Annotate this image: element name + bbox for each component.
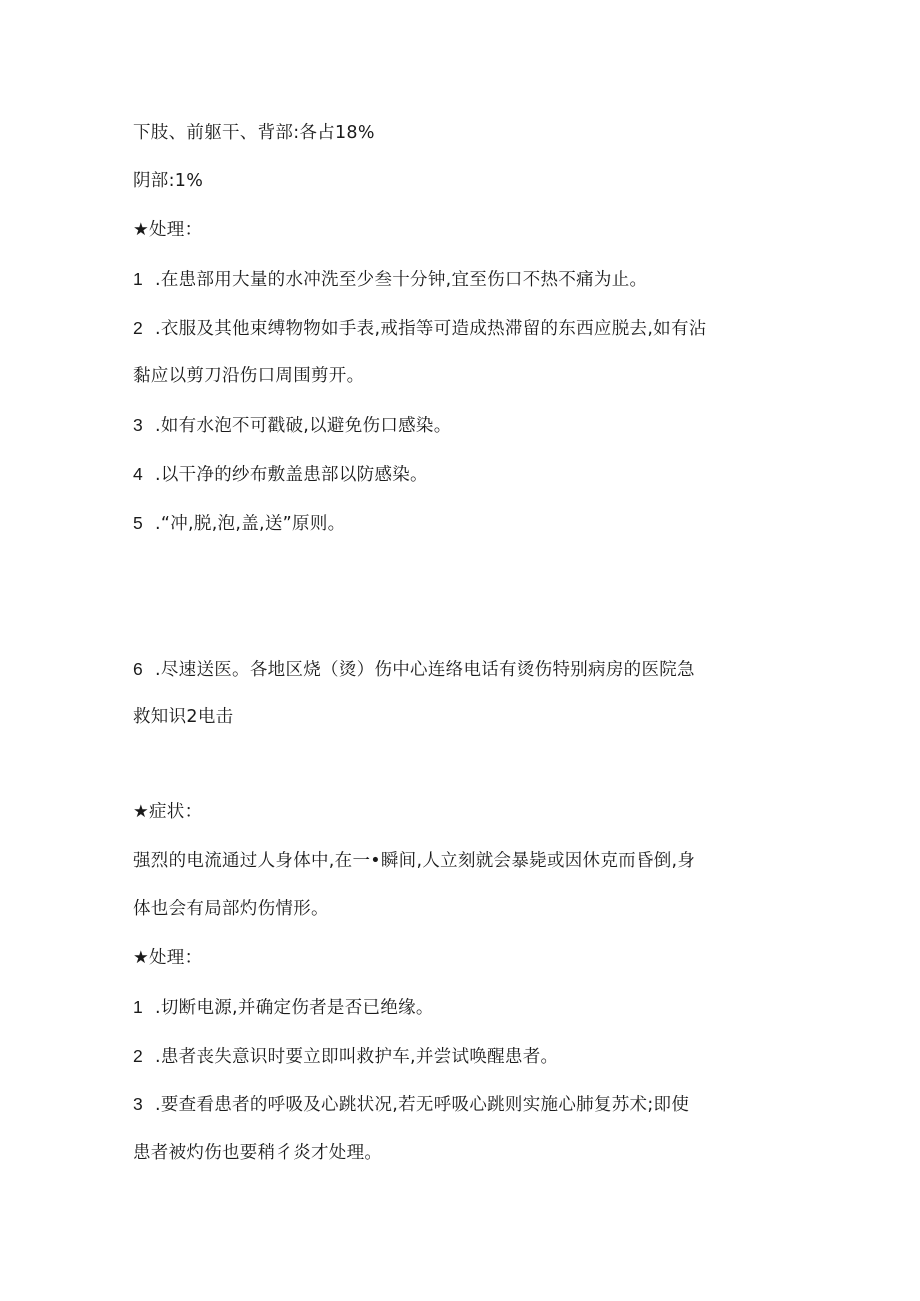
electric-step-2 [133,1044,558,1069]
heading-text: ★处理： [133,948,203,968]
step-number: 2 [133,1046,144,1066]
step-text: .在患部用大量的水冲洗至少叁十分钟,宜至伤口不热不痛为止。 [155,270,648,290]
step-number: 2 [133,318,144,338]
treatment-heading [133,218,202,242]
heading-text: ★处理： [133,220,203,240]
burn-step-3 [133,413,452,438]
step-text: 救知识2电击 [133,707,234,727]
burn-step-2-continued [133,364,364,388]
paragraph-text: 体也会有局部灼伤情形。 [133,899,329,919]
electric-treatment-heading [133,946,202,970]
step-number: 6 [133,659,144,679]
symptoms-text [133,849,695,873]
step-text: 黏应以剪刀沿伤口周围剪开。 [133,366,365,386]
step-text: .“冲,脱,泡,盖,送”原则。 [155,514,346,534]
step-number: 3 [133,415,144,435]
step-number: 1 [133,997,144,1017]
step-text: 患者被灼伤也要稍彳炎才处理。 [133,1143,383,1163]
step-number: 4 [133,464,144,484]
step-number: 5 [133,513,144,533]
step-number: 3 [133,1094,144,1114]
electric-step-1 [133,995,434,1020]
heading-text: ★症状： [133,802,203,822]
step-text: .以干净的纱布敷盖患部以防感染。 [155,465,428,485]
text: 阴部:1% [133,171,204,191]
genital-percent-line [133,169,203,193]
electric-step-3-continued [133,1141,382,1165]
burn-step-1 [133,267,647,292]
step-text: .衣服及其他束缚物物如手表,戒指等可造成热滞留的东西应脱去,如有沾 [155,319,707,339]
step-text: .如有水泡不可戳破,以避免伤口感染。 [155,416,452,436]
electric-step-3 [133,1092,689,1117]
paragraph-text: 强烈的电流通过人身体中,在一•瞬间,人立刻就会暴毙或因休克而昏倒,身 [133,851,696,871]
burn-step-4 [133,462,428,487]
symptoms-heading [133,800,202,824]
text: 下肢、前躯干、背部:各占18% [133,123,375,143]
symptoms-text-continued [133,897,329,921]
step-text: .患者丧失意识时要立即叫救护车,并尝试唤醒患者。 [155,1047,559,1067]
step-text: .尽速送医。各地区烧（烫）伤中心连络电话有烫伤特别病房的医院急 [155,660,695,680]
step-number: 1 [133,269,144,289]
burn-step-6-continued [133,705,233,729]
step-text: .切断电源,并确定伤者是否已绝缘。 [155,998,434,1018]
burn-step-5 [133,511,345,536]
body-percent-line [133,121,375,145]
step-text: .要查看患者的呼吸及心跳状况,若无呼吸心跳则实施心肺复苏术;即使 [155,1095,690,1115]
burn-step-6 [133,657,695,682]
burn-step-2 [133,316,707,341]
